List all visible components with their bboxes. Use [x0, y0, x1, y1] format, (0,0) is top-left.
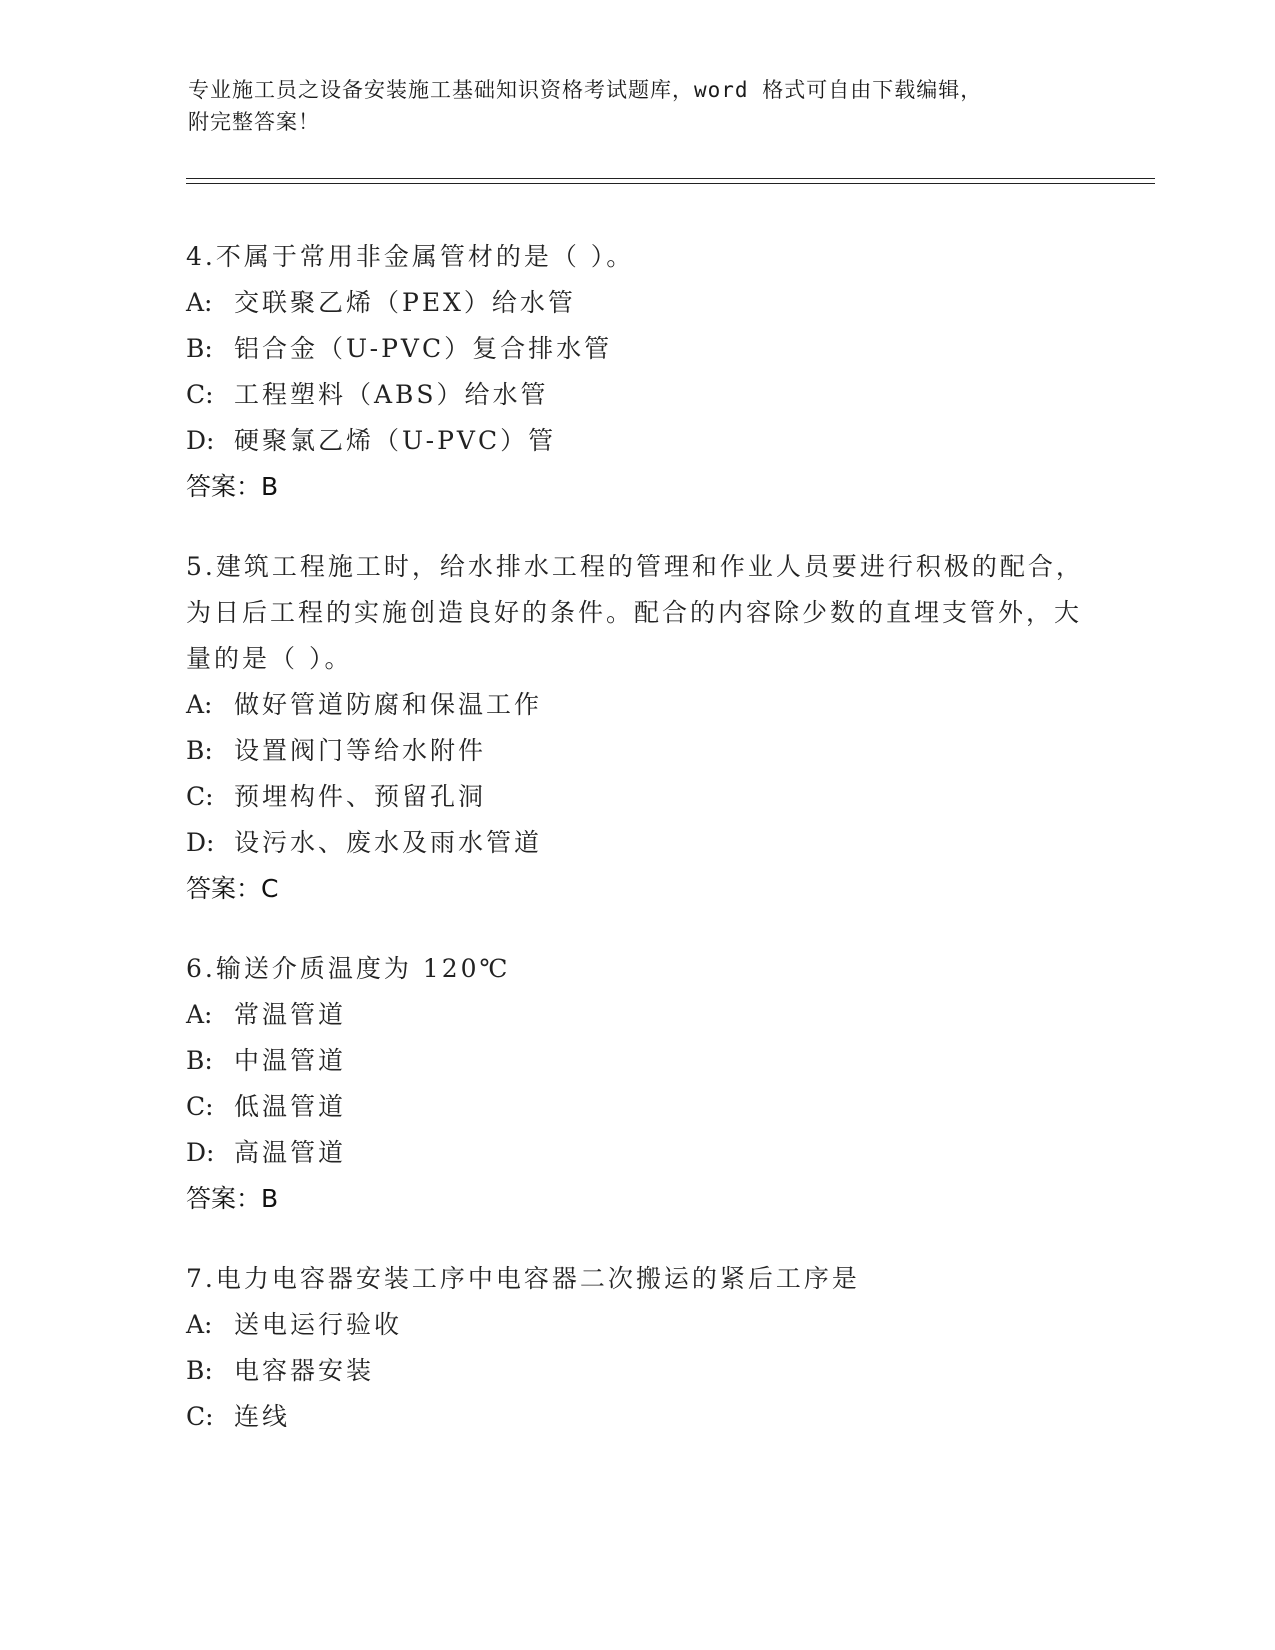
option-key: D: — [186, 1138, 215, 1167]
option-c — [186, 774, 1086, 820]
option-key: B: — [186, 736, 213, 765]
option-key: A: — [186, 690, 213, 719]
document-header — [188, 74, 1088, 138]
option-c — [186, 1394, 1086, 1440]
option-d — [186, 418, 1086, 464]
option-key: A: — [186, 1000, 213, 1029]
question-list — [186, 234, 1086, 1474]
question-stem: 4.不属于常用非金属管材的是（ ）。 — [186, 242, 635, 271]
option-text: 硬聚氯乙烯（U-PVC）管 — [234, 426, 557, 455]
question-item — [186, 1256, 1086, 1440]
question-stem: 6.输送介质温度为 120℃ — [186, 954, 511, 983]
header-divider-bottom — [186, 183, 1155, 184]
option-text: 设置阀门等给水附件 — [234, 736, 487, 765]
option-text: 设污水、废水及雨水管道 — [234, 828, 543, 857]
option-c — [186, 372, 1086, 418]
answer-line: 答案：B — [186, 472, 279, 501]
option-key: D: — [186, 426, 215, 455]
option-text: 预埋构件、预留孔洞 — [234, 782, 487, 811]
question-item — [186, 544, 1086, 912]
option-text: 交联聚乙烯（PEX）给水管 — [234, 288, 576, 317]
option-key: C: — [186, 1092, 214, 1121]
option-text: 连线 — [234, 1402, 291, 1431]
option-b — [186, 728, 1086, 774]
option-text: 送电运行验收 — [234, 1310, 403, 1339]
question-stem: 7.电力电容器安装工序中电容器二次搬运的紧后工序是 — [186, 1264, 860, 1293]
option-d — [186, 1130, 1086, 1176]
option-key: C: — [186, 1402, 214, 1431]
option-key: C: — [186, 782, 214, 811]
option-text: 中温管道 — [234, 1046, 347, 1075]
option-b — [186, 1348, 1086, 1394]
question-item — [186, 946, 1086, 1222]
option-text: 做好管道防腐和保温工作 — [234, 690, 543, 719]
option-d — [186, 820, 1086, 866]
answer-line: 答案：C — [186, 874, 279, 903]
option-text: 电容器安装 — [234, 1356, 375, 1385]
option-a — [186, 1302, 1086, 1348]
option-key: B: — [186, 1356, 213, 1385]
option-a — [186, 280, 1086, 326]
option-key: A: — [186, 288, 213, 317]
option-key: D: — [186, 828, 215, 857]
option-text: 常温管道 — [234, 1000, 347, 1029]
option-a — [186, 992, 1086, 1038]
option-key: A: — [186, 1310, 213, 1339]
option-text: 工程塑料（ABS）给水管 — [234, 380, 549, 409]
option-b — [186, 1038, 1086, 1084]
option-a — [186, 682, 1086, 728]
header-line-2: 附完整答案！ — [188, 110, 320, 134]
option-text: 低温管道 — [234, 1092, 347, 1121]
option-key: B: — [186, 334, 213, 363]
option-key: B: — [186, 1046, 213, 1075]
option-text: 铝合金（U-PVC）复合排水管 — [234, 334, 613, 363]
option-key: C: — [186, 380, 214, 409]
option-c — [186, 1084, 1086, 1130]
header-line-1: 专业施工员之设备安装施工基础知识资格考试题库，word 格式可自由下载编辑， — [188, 78, 983, 102]
option-text: 高温管道 — [234, 1138, 347, 1167]
question-stem: 5.建筑工程施工时，给水排水工程的管理和作业人员要进行积极的配合，为日后工程的实施创造良好的条件。配合的内容除少数的直埋支管外，大量的是（ ）。 — [186, 552, 1084, 673]
answer-line: 答案：B — [186, 1184, 279, 1213]
question-item — [186, 234, 1086, 510]
option-b — [186, 326, 1086, 372]
header-divider-top — [186, 178, 1155, 179]
